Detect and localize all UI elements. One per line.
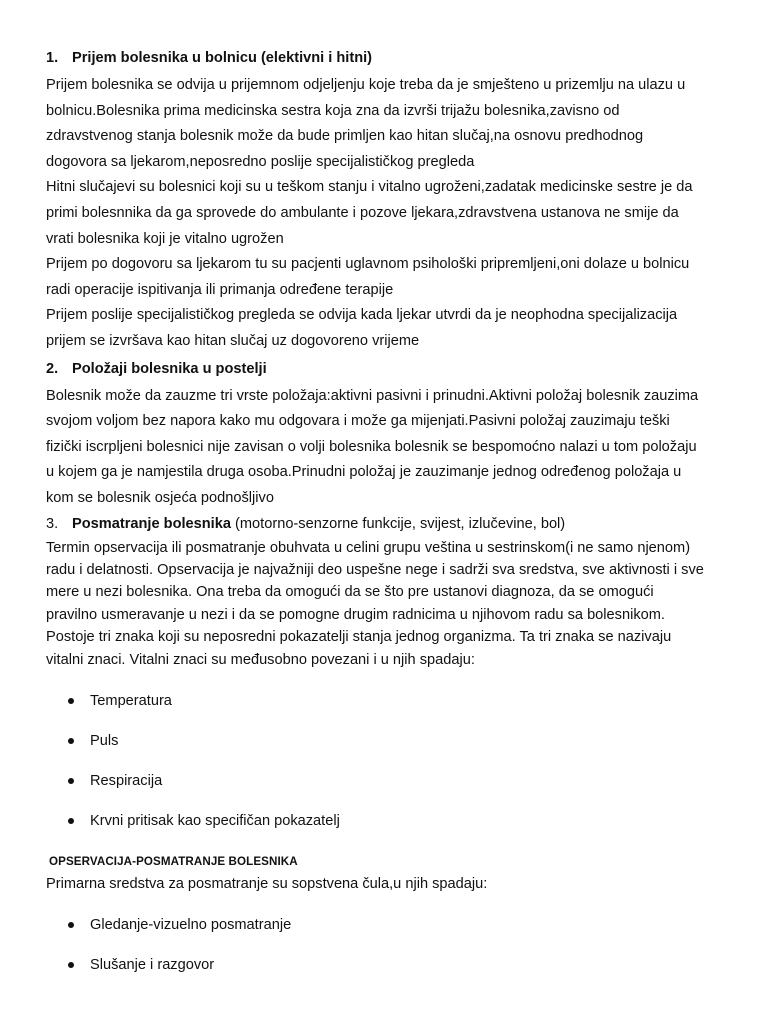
text-line: Bolesnik može da zauzme tri vrste položaja:aktivni pasivni i prinudni.Aktivni položaj bolesnik zauzima: [46, 387, 699, 404]
section-1-body: [46, 73, 726, 355]
text-line: bolnicu.Bolesnika prima medicinska sestra koja zna da izvrši trijažu bolesnika,zavisno od: [46, 102, 620, 119]
text-line: radi operacije ispitivanja ili primanja određene terapije: [46, 281, 394, 298]
section-1-heading: [46, 48, 726, 68]
text-line: primi bolesnnika da ga sprovede do ambulante i pozove ljekara,zdravstvena ustanova ne smije da: [46, 204, 679, 221]
text-line: pravilno usmeravanje u nezi i da se pomogne drugim radnicima u njihovom radu sa bolesnikom.: [46, 606, 665, 623]
bullet-icon: [68, 962, 74, 968]
list-item-text: Krvni pritisak kao specifičan pokazatelj: [90, 812, 340, 829]
text-line: Primarna sredstva za posmatranje su sopstvena čula,u njih spadaju:: [46, 875, 488, 892]
list-item: [46, 915, 726, 935]
text-line: radu i delatnosti. Opservacija je najvažniji deo uspešne nege i sadrži sva sredstva, sve aktivnosti i sve: [46, 561, 704, 578]
section-title-note: (motorno-senzorne funkcije, svijest, izlučevine, bol): [230, 515, 566, 532]
bullet-icon: [68, 738, 74, 744]
list-item: [46, 691, 726, 711]
list-item-text: Respiracija: [90, 772, 163, 789]
observation-means-list: [46, 915, 726, 975]
list-item: [46, 955, 726, 975]
section-2-heading: [46, 359, 726, 379]
text-line: Termin opservacija ili posmatranje obuhvata u celini grupu veština u sestrinskom(i ne samo njenom): [46, 539, 691, 556]
text-line: dogovora sa ljekarom,neposredno poslije specijalističkog pregleda: [46, 153, 475, 170]
text-line: Prijem po dogovoru sa ljekarom tu su pacjenti uglavnom psihološki pripremljeni,oni dolaze u bolnicu: [46, 256, 690, 273]
text-line: kom se bolesnik osjeća podnošljivo: [46, 489, 274, 506]
text-line: zdravstvenog stanja bolesnik može da bude primljen kao hitan slučaj,na osnovu predhodnog: [46, 128, 644, 145]
section-number: 3.: [46, 515, 59, 532]
text-line: vrati bolesnika koji je vitalno ugrožen: [46, 230, 284, 247]
list-item: [46, 771, 726, 791]
bullet-icon: [68, 698, 74, 704]
section-title: Položaji bolesnika u postelji: [72, 360, 267, 377]
text-line: Hitni slučajevi su bolesnici koji su u teškom stanju i vitalno ugroženi,zadatak medicinske sestre je da: [46, 179, 693, 196]
text-line: mere u nezi bolesnika. Ona treba da omogući da se što pre ustanovi diagnoza, da se omogući: [46, 584, 654, 601]
list-item-text: Temperatura: [90, 692, 172, 709]
list-item-text: Gledanje-vizuelno posmatranje: [90, 917, 292, 934]
list-item-text: Puls: [90, 732, 119, 749]
subheading: OPSERVACIJA-POSMATRANJE BOLESNIKA: [49, 854, 298, 868]
text-line: Prijem poslije specijalističkog pregleda se odvija kada ljekar utvrdi da je neophodna specijalizacija: [46, 307, 678, 324]
list-item-text: Slušanje i razgovor: [90, 957, 215, 974]
section-title: Posmatranje bolesnika: [72, 515, 231, 532]
text-line: u kojem ga je namjestila druga osoba.Prinudni položaj je zauzimanje jednog određenog položaja u: [46, 464, 682, 481]
text-line: svojom voljom bez napora kako mu odgovara i može ga mijenjati.Pasivni položaj zauzimaju teški: [46, 413, 670, 430]
list-item: [46, 731, 726, 751]
vital-signs-list: [46, 691, 726, 831]
text-line: Postoje tri znaka koji su neposredni pokazatelji stanja jednog organizma. Ta tri znaka se nazivaju: [46, 629, 672, 646]
section-2-body: [46, 384, 726, 512]
text-line: prijem se izvršava kao hitan slučaj uz dogovoreno vrijeme: [46, 332, 420, 349]
document-page: [46, 48, 726, 975]
text-line: Prijem bolesnika se odvija u prijemnom odjeljenju koje treba da je smješteno u prizemlju na ulazu u: [46, 77, 686, 93]
section-3-heading: [46, 514, 726, 534]
bullet-icon: [68, 778, 74, 784]
bullet-icon: [68, 922, 74, 928]
text-line: vitalni znaci. Vitalni znaci su međusobno povezani i u njih spadaju:: [46, 651, 475, 668]
text-line: fizički iscrpljeni bolesnici nije zavisan o volji bolesnika bolesnik se bespomoćno nalazi u tom položaju: [46, 438, 697, 455]
list-item: [46, 811, 726, 831]
section-number: 1.: [46, 50, 59, 66]
section-title: Prijem bolesnika u bolnicu (elektivni i hitni): [72, 50, 373, 66]
bullet-icon: [68, 818, 74, 824]
section-number: 2.: [46, 360, 59, 377]
section-3-body: [46, 537, 726, 671]
